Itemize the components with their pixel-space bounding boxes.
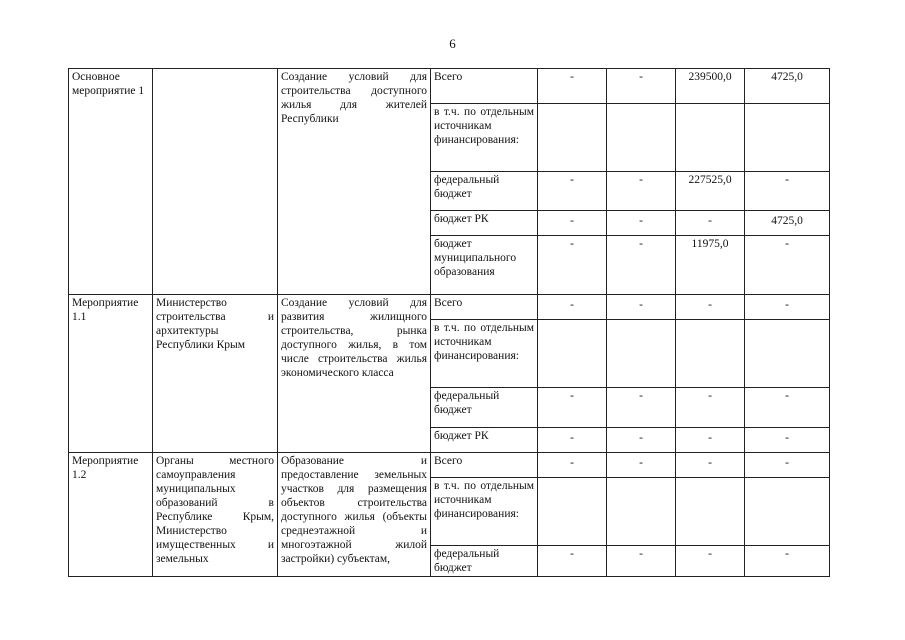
value-cell: - (676, 211, 745, 236)
value-cell (745, 104, 830, 172)
value-cell (676, 478, 745, 546)
value-cell: - (538, 546, 607, 577)
value-cell: 4725,0 (745, 69, 830, 104)
value-cell: - (538, 211, 607, 236)
value-cell: - (676, 295, 745, 320)
funding-source-cell: Всего (431, 295, 538, 320)
value-cell: - (607, 236, 676, 295)
description-cell: Создание условий для развития жилищного строительства, рынка доступного жилья, в том числе строительства жилья экономического класса (278, 295, 431, 453)
executor-cell (153, 453, 278, 577)
value-cell: - (607, 388, 676, 428)
value-cell: - (607, 69, 676, 104)
value-cell: - (538, 236, 607, 295)
value-cell: - (745, 236, 830, 295)
value-cell: - (676, 453, 745, 478)
value-cell: 239500,0 (676, 69, 745, 104)
value-cell (538, 104, 607, 172)
value-cell: 227525,0 (676, 172, 745, 211)
value-cell: - (745, 388, 830, 428)
table-row (69, 453, 830, 478)
description-cell: Создание условий для строительства доступного жилья для жителей Республики (278, 69, 431, 295)
value-cell: - (538, 295, 607, 320)
value-cell: - (676, 428, 745, 453)
value-cell: - (745, 295, 830, 320)
value-cell: - (607, 428, 676, 453)
page-number: 6 (449, 36, 456, 51)
table-row (69, 69, 830, 104)
value-cell: - (745, 172, 830, 211)
description-cell (278, 453, 431, 577)
value-cell: - (538, 453, 607, 478)
funding-source-cell: бюджет муниципального образования (431, 236, 538, 295)
value-cell: - (676, 546, 745, 577)
program-activities-table (68, 68, 830, 577)
activity-cell: Основное мероприятие 1 (69, 69, 153, 295)
value-cell: 11975,0 (676, 236, 745, 295)
value-cell: - (607, 295, 676, 320)
executor-cell (153, 69, 278, 295)
description-text: Образование и предоставление земельных участков для размещения объектов строительства доступного жилья (объекты среднеэтажной и многоэтажной жилой застройки) субъектам, (281, 455, 427, 565)
funding-source-cell: Всего (431, 453, 538, 478)
value-cell: - (676, 388, 745, 428)
value-cell: - (745, 453, 830, 478)
value-cell (745, 478, 830, 546)
funding-source-cell: бюджет РК (431, 211, 538, 236)
value-cell: - (607, 453, 676, 478)
value-cell (676, 320, 745, 388)
value-cell: - (607, 211, 676, 236)
value-cell: - (745, 546, 830, 577)
funding-source-cell: бюджет РК (431, 428, 538, 453)
value-cell: - (538, 69, 607, 104)
value-cell (676, 104, 745, 172)
funding-source-cell: федеральный бюджет (431, 388, 538, 428)
value-cell: 4725,0 (745, 211, 830, 236)
value-cell: - (607, 546, 676, 577)
executor-text: Органы местного самоуправления муниципальных образований в Республике Крым, Министерство имущественных и земельных (156, 455, 274, 565)
value-cell: - (607, 172, 676, 211)
value-cell (607, 320, 676, 388)
value-cell (607, 104, 676, 172)
activity-cell: Мероприятие 1.1 (69, 295, 153, 453)
value-cell: - (538, 388, 607, 428)
value-cell (607, 478, 676, 546)
funding-source-cell: в т.ч. по отдельным источникам финансирования: (431, 478, 538, 546)
value-cell: - (538, 172, 607, 211)
value-cell: - (745, 428, 830, 453)
table-row (69, 295, 830, 320)
activity-cell: Мероприятие 1.2 (69, 453, 153, 577)
value-cell (538, 478, 607, 546)
funding-source-cell: Всего (431, 69, 538, 104)
funding-source-cell: федеральный бюджет (431, 546, 538, 577)
value-cell: - (538, 428, 607, 453)
funding-source-cell: в т.ч. по отдельным источникам финансирования: (431, 104, 538, 172)
funding-source-cell: федеральный бюджет (431, 172, 538, 211)
value-cell (538, 320, 607, 388)
funding-source-cell: в т.ч. по отдельным источникам финансирования: (431, 320, 538, 388)
executor-cell: Министерство строительства и архитектуры Республики Крым (153, 295, 278, 453)
value-cell (745, 320, 830, 388)
